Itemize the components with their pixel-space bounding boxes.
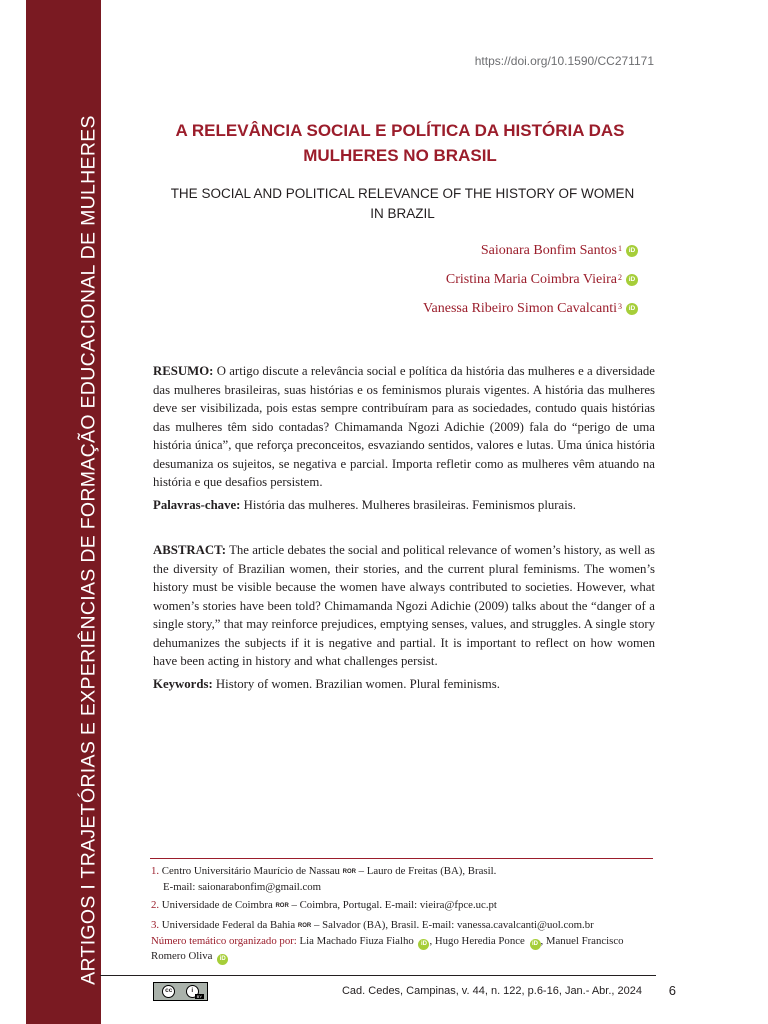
author-1 <box>423 243 638 272</box>
author-name: Saionara Bonfim Santos <box>480 243 617 258</box>
orcid-icon[interactable]: iD <box>418 939 429 950</box>
cc-icon: cc <box>162 985 175 998</box>
abstract-paragraph <box>153 541 655 671</box>
author-2 <box>423 272 638 301</box>
footnote-email[interactable]: E-mail: saionarabonfim@gmail.com <box>163 881 322 893</box>
by-label: BY <box>196 994 202 999</box>
author-list <box>423 243 638 330</box>
keywords-paragraph <box>153 675 655 694</box>
footnote-text: Universidade de Coimbra <box>159 899 276 911</box>
ror-icon[interactable]: ROR <box>342 869 356 875</box>
footnote-3 <box>151 918 656 934</box>
abstract-text: The article debates the social and political relevance of women’s history, as well as the diversity of Brazilian women, their stories, and the current plural feminisms. The women’s history must be visible because the women have always contributed to societies. However, what women’s stories have been told? Chimamanda Ngozi Adichie (2009) talks about the “danger of a single story,” that may reinforce prejudices, emptying senses, values, and struggles. A single story dehumanizes the subjects if it is negative and partial. It is important to reflect on how women have been acting in history and what challenges persist. <box>153 543 655 668</box>
footnotes <box>151 864 656 968</box>
footnote-divider <box>150 858 653 859</box>
palavras-chave-label: Palavras-chave: <box>153 498 241 512</box>
author-affiliation-mark: 3 <box>618 302 622 311</box>
attribution-icon: i <box>186 985 199 998</box>
ror-icon[interactable]: ROR <box>275 903 289 909</box>
keywords-label: Keywords: <box>153 677 213 691</box>
organizers-label: Número temático organizado por: <box>151 935 297 947</box>
author-name: Cristina Maria Coimbra Vieira <box>445 272 617 287</box>
orcid-icon[interactable]: iD <box>626 303 638 315</box>
footnote-text: Universidade Federal da Bahia <box>159 919 298 931</box>
orcid-icon[interactable]: iD <box>626 274 638 286</box>
orcid-icon[interactable]: iD <box>530 939 541 950</box>
author-affiliation-mark: 2 <box>618 273 622 282</box>
author-3 <box>423 301 638 330</box>
keywords-text: History of women. Brazilian women. Plural feminisms. <box>212 677 500 691</box>
cc-by-license-icon[interactable] <box>153 982 208 1001</box>
page-number: 6 <box>668 983 676 998</box>
footnote-text: – Salvador (BA), Brasil. E-mail: vanessa.cavalcanti@uol.com.br <box>311 919 594 931</box>
author-affiliation-mark: 1 <box>618 244 622 253</box>
footnote-number: 1. <box>151 865 160 877</box>
resumo-label: RESUMO: <box>153 364 214 378</box>
footnote-text: – Coimbra, Portugal. E-mail: vieira@fpce.uc.pt <box>288 899 497 911</box>
article-title <box>140 118 660 168</box>
organizer-name: Lia Machado Fiuza Fialho <box>296 935 417 947</box>
subtitle-line-1: THE SOCIAL AND POLITICAL RELEVANCE OF THE HISTORY OF WOMEN <box>170 186 635 201</box>
palavras-chave-paragraph <box>153 496 655 515</box>
organizer-name: , Manuel Francisco Romero Oliva <box>151 935 624 962</box>
thematic-organizers <box>151 934 656 964</box>
ror-icon[interactable]: ROR <box>297 923 312 929</box>
resumo-paragraph <box>153 362 655 492</box>
author-name: Vanessa Ribeiro Simon Cavalcanti <box>422 301 617 316</box>
abstract-label: ABSTRACT: <box>153 543 227 557</box>
footnote-2 <box>151 898 656 914</box>
footnote-number: 2. <box>151 899 160 911</box>
organizer-name: , Hugo Heredia Ponce <box>429 935 528 947</box>
footnote-text: Centro Universitário Maurício de Nassau <box>159 865 343 877</box>
doi-link[interactable]: https://doi.org/10.1590/CC271171 <box>474 54 654 68</box>
title-line-2: MULHERES NO BRASIL <box>303 146 497 165</box>
sidebar-band <box>26 0 101 1024</box>
footer-divider <box>100 975 656 976</box>
subtitle-line-2: IN BRAZIL <box>370 206 435 221</box>
footnote-1 <box>151 864 656 894</box>
journal-citation: Cad. Cedes, Campinas, v. 44, n. 122, p.6-16, Jan.- Abr., 2024 <box>341 985 642 997</box>
footnote-number: 3. <box>151 919 160 931</box>
resumo-text: O artigo discute a relevância social e política da história das mulheres e a diversidade das mulheres brasileiras, suas histórias e os feminismos plurais vigentes. A história das mulheres deve ser visibilizada, pois estas sempre contribuíram para as sociedades, contudo quais histórias das mulheres têm sido contadas? Chimamanda Ngozi Adichie (2009) fala do “perigo de uma história única”, que reforça preconceitos, esvaziando sentidos, valores e lutas. Uma única história desumaniza os sujeitos, se negativa e parcial. Importa refletir como as mulheres vêm atuando na história e que desafios persistem. <box>153 364 655 489</box>
orcid-icon[interactable]: iD <box>626 245 638 257</box>
article-subtitle <box>150 184 655 224</box>
section-label: ARTIGOS I TRAJETÓRIAS E EXPERIÊNCIAS DE FORMAÇÃO EDUCACIONAL DE MULHERES <box>77 115 100 985</box>
orcid-icon[interactable]: iD <box>217 954 228 965</box>
footnote-text: – Lauro de Freitas (BA), Brasil. <box>355 865 497 877</box>
title-line-1: A RELEVÂNCIA SOCIAL E POLÍTICA DA HISTÓRIA DAS <box>175 121 625 140</box>
palavras-chave-text: História das mulheres. Mulheres brasileiras. Feminismos plurais. <box>240 498 576 512</box>
